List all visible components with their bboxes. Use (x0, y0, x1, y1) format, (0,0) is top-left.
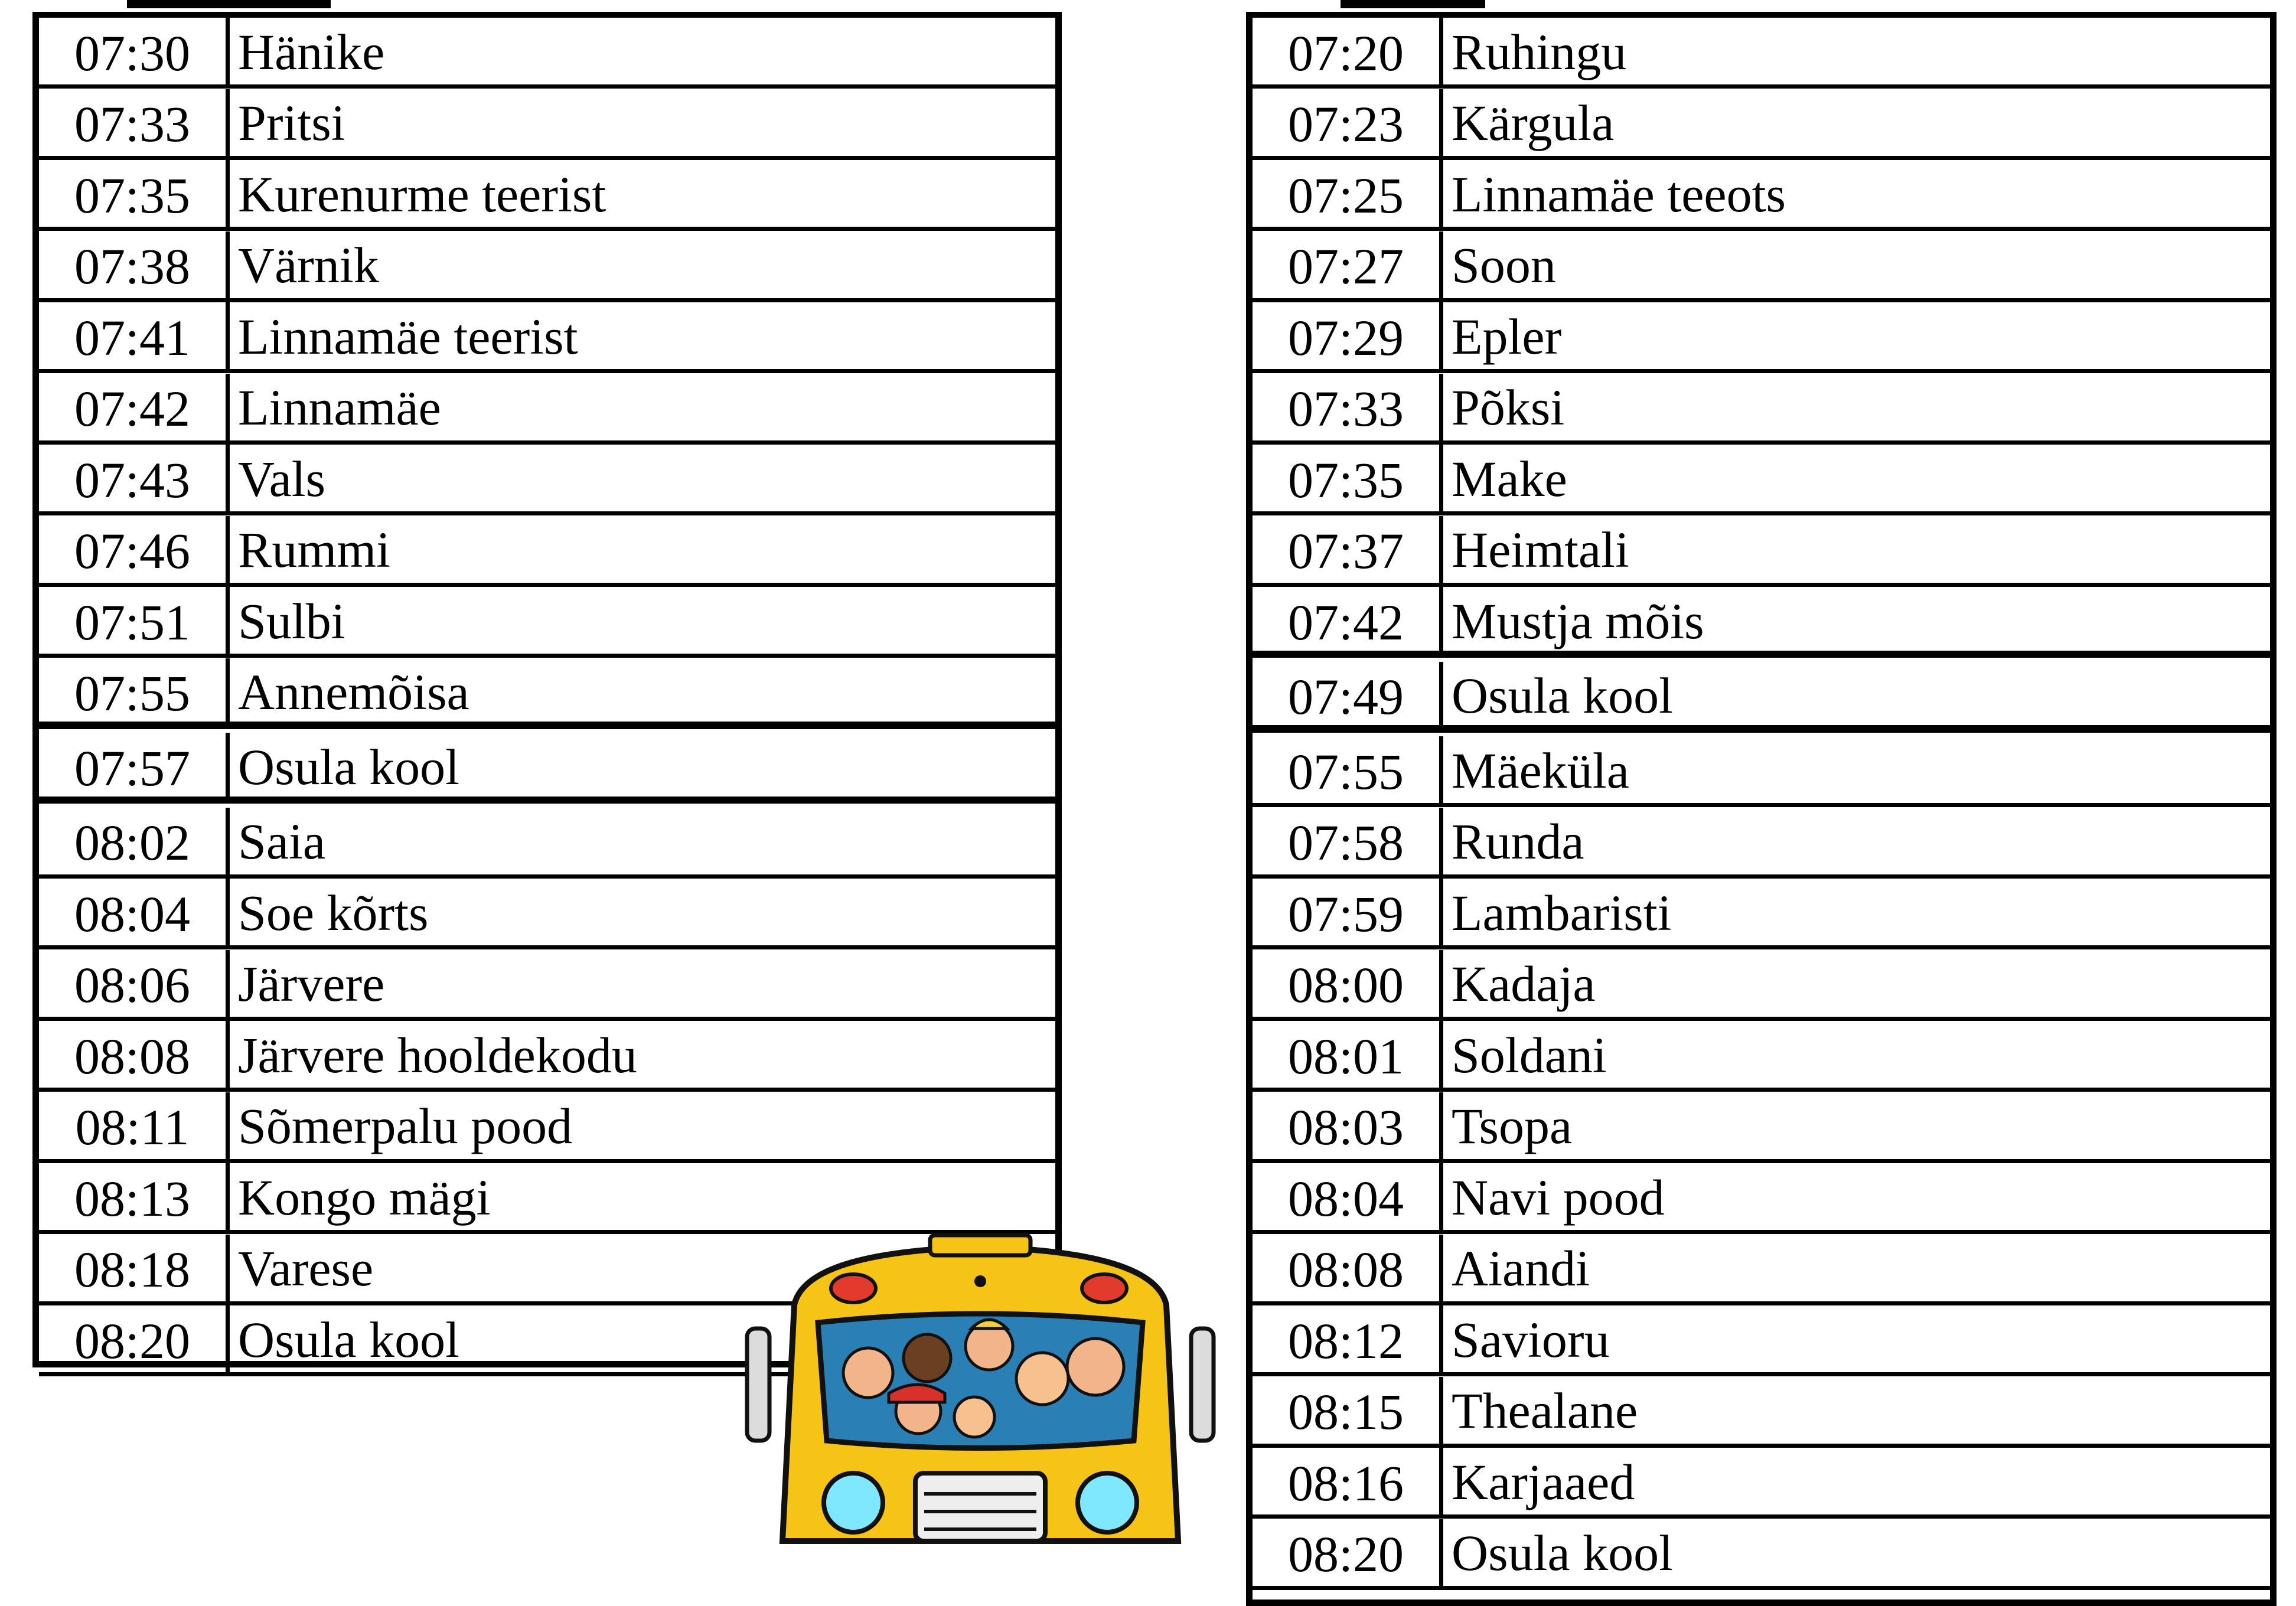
schedule-row (39, 1092, 1055, 1163)
stop-name: Epler (1452, 308, 1562, 365)
schedule-row (1253, 1021, 2270, 1092)
schedule-row (1253, 1519, 2270, 1590)
schedule-row (1253, 302, 2270, 373)
schedule-row (1253, 950, 2270, 1021)
departure-time: 08:16 (1253, 1448, 1443, 1514)
stop-name: Thealane (1452, 1382, 1638, 1439)
stop-name: Tsopa (1452, 1098, 1573, 1154)
school-bus-illustration (741, 1234, 1219, 1541)
right-header-tab (1341, 0, 1485, 8)
stop-name: Osula kool (238, 1311, 460, 1368)
stop-name: Linnamäe teerist (238, 308, 578, 365)
departure-time: 08:18 (39, 1235, 230, 1301)
departure-time: 08:04 (1253, 1163, 1443, 1230)
schedule-row (39, 302, 1055, 373)
departure-time: 07:35 (39, 160, 230, 227)
stop-name: Linnamäe (238, 379, 441, 436)
departure-time: 07:55 (39, 658, 230, 725)
schedule-row (39, 160, 1055, 231)
departure-time: 08:20 (1253, 1519, 1443, 1586)
stop-name: Runda (1452, 813, 1584, 870)
schedule-row (1253, 879, 2270, 949)
stop-name: Ruhingu (1452, 23, 1627, 80)
schedule-row (39, 733, 1055, 804)
departure-time: 08:08 (39, 1021, 230, 1088)
schedule-row (1253, 1092, 2270, 1163)
departure-time: 07:38 (39, 231, 230, 298)
warning-light-right (1082, 1274, 1127, 1303)
departure-time: 07:20 (1253, 18, 1443, 84)
left-schedule-table (32, 12, 1062, 1367)
schedule-row (39, 950, 1055, 1021)
stop-name: Osula kool (1452, 1525, 1674, 1581)
center-light (974, 1275, 986, 1287)
schedule-row (39, 879, 1055, 949)
schedule-row (1253, 160, 2270, 231)
stop-name: Pritsi (238, 94, 345, 151)
stop-name: Navi pood (1452, 1168, 1665, 1226)
schedule-row (1253, 374, 2270, 445)
warning-light-left (831, 1274, 876, 1303)
stop-name: Heimtali (1452, 521, 1629, 578)
schedule-row (1253, 231, 2270, 302)
departure-time: 07:58 (1253, 808, 1443, 874)
departure-time: 07:25 (1253, 160, 1443, 227)
stop-name: Soldani (1452, 1026, 1607, 1083)
schedule-row (1253, 1377, 2270, 1448)
departure-time: 08:12 (1253, 1305, 1443, 1372)
stop-name: Kurenurme teerist (238, 165, 606, 223)
stop-name: Vals (238, 450, 326, 507)
departure-time: 08:11 (39, 1092, 230, 1159)
stop-name: Kongo mägi (238, 1168, 491, 1226)
stop-name: Sõmerpalu pood (238, 1098, 573, 1154)
departure-time: 08:01 (1253, 1021, 1443, 1088)
right-schedule-table (1246, 12, 2277, 1606)
departure-time: 07:37 (1253, 516, 1443, 583)
stop-name: Osula kool (238, 738, 460, 795)
departure-time: 08:13 (39, 1163, 230, 1230)
stop-name: Põksi (1452, 379, 1565, 436)
stop-name: Lambaristi (1452, 884, 1672, 941)
schedule-row (1253, 662, 2270, 733)
departure-time: 08:20 (39, 1305, 230, 1372)
departure-time: 07:29 (1253, 302, 1443, 369)
stop-name: Soe kõrts (238, 884, 429, 941)
kid-face (1016, 1353, 1068, 1405)
departure-time: 07:33 (39, 89, 230, 156)
departure-time: 08:04 (39, 879, 230, 945)
stop-name: Värnik (238, 237, 379, 293)
schedule-row (1253, 1305, 2270, 1376)
departure-time: 08:08 (1253, 1235, 1443, 1301)
departure-time: 08:02 (39, 808, 230, 874)
departure-time: 07:27 (1253, 231, 1443, 298)
left-header-tab (127, 0, 331, 8)
headlight-right (1078, 1473, 1137, 1532)
schedule-row (39, 1163, 1055, 1234)
departure-time: 07:49 (1253, 662, 1443, 729)
stop-name: Rummi (238, 521, 391, 578)
stop-name: Sulbi (238, 592, 345, 649)
stop-name: Mustja mõis (1452, 592, 1704, 649)
schedule-row (39, 587, 1055, 658)
schedule-row (1253, 1163, 2270, 1234)
schedule-row (1253, 1448, 2270, 1519)
schedule-row (39, 89, 1055, 160)
departure-time: 07:23 (1253, 89, 1443, 156)
stop-name: Mäeküla (1452, 742, 1629, 799)
kid-face (904, 1334, 951, 1382)
stop-name: Järvere (238, 955, 385, 1012)
stop-name: Soon (1452, 237, 1556, 293)
stop-name: Saia (238, 813, 326, 870)
schedule-row (39, 18, 1055, 89)
schedule-row (1253, 445, 2270, 515)
departure-time: 07:51 (39, 587, 230, 654)
departure-time: 07:30 (39, 18, 230, 84)
schedule-row (39, 658, 1055, 729)
departure-time: 07:42 (39, 374, 230, 440)
schedule-row (1253, 1235, 2270, 1305)
stop-name: Järvere hooldekodu (238, 1026, 637, 1083)
departure-time: 07:42 (1253, 587, 1443, 654)
departure-time: 08:15 (1253, 1377, 1443, 1444)
headlight-left (824, 1473, 883, 1532)
kid-face (954, 1397, 994, 1437)
departure-time: 07:46 (39, 516, 230, 583)
schedule-row (1253, 587, 2270, 658)
departure-time: 07:33 (1253, 374, 1443, 440)
schedule-row (1253, 736, 2270, 807)
schedule-row (39, 808, 1055, 879)
stop-name: Hänike (238, 23, 385, 80)
schedule-row (39, 1021, 1055, 1092)
schedule-row (39, 516, 1055, 587)
stop-name: Make (1452, 450, 1567, 507)
schedule-row (1253, 516, 2270, 587)
departure-time: 07:43 (39, 445, 230, 511)
departure-time: 07:41 (39, 302, 230, 369)
schedule-row (39, 445, 1055, 515)
stop-name: Kärgula (1452, 94, 1615, 151)
departure-time: 08:03 (1253, 1092, 1443, 1159)
stop-name: Karjaaed (1452, 1453, 1635, 1510)
roof-lights (930, 1235, 1030, 1255)
departure-time: 07:55 (1253, 736, 1443, 803)
schedule-row (39, 374, 1055, 445)
departure-time: 07:57 (39, 733, 230, 799)
stop-name: Varese (238, 1240, 374, 1297)
stop-name: Aiandi (1452, 1240, 1590, 1297)
stop-name: Savioru (1452, 1311, 1610, 1368)
departure-time: 07:35 (1253, 445, 1443, 511)
schedule-row (1253, 18, 2270, 89)
left-mirror (747, 1328, 769, 1441)
departure-time: 08:06 (39, 950, 230, 1017)
kid-face (1067, 1339, 1124, 1395)
kid-face (843, 1348, 893, 1398)
stop-name: Linnamäe teeots (1452, 165, 1786, 223)
stop-name: Osula kool (1452, 667, 1674, 724)
schedule-row (1253, 808, 2270, 879)
schedule-row (39, 231, 1055, 302)
departure-time: 07:59 (1253, 879, 1443, 945)
stop-name: Annemõisa (238, 664, 469, 720)
stop-name: Kadaja (1452, 955, 1596, 1012)
departure-time: 08:00 (1253, 950, 1443, 1017)
schedule-row (1253, 89, 2270, 160)
right-mirror (1191, 1328, 1214, 1441)
